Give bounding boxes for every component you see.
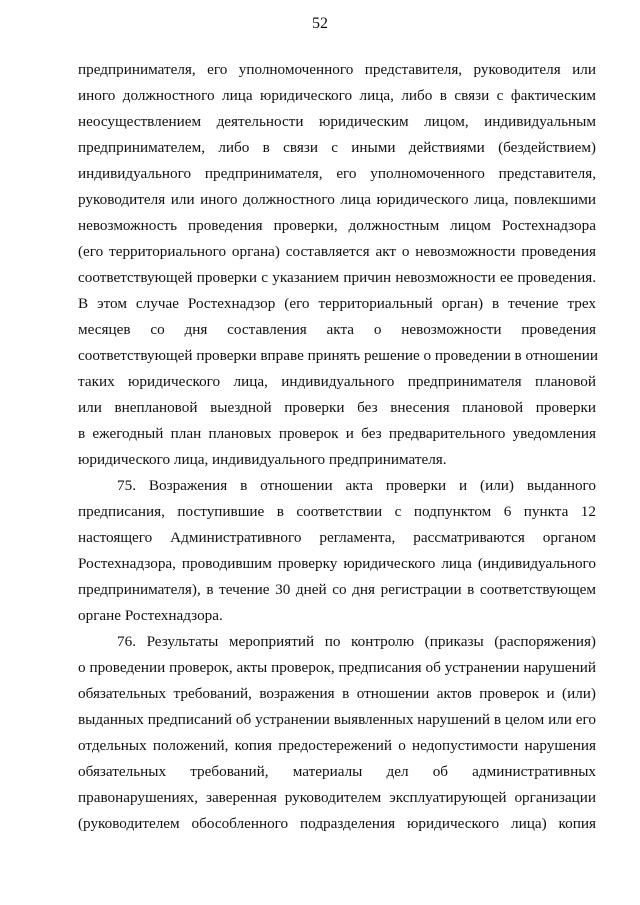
text-line: настоящего Административного регламента, рассматриваются органом xyxy=(78,529,596,546)
text-line: предпринимателем, либо в связи с иными действиями (бездействием) xyxy=(78,139,596,156)
text-line: невозможность проведения проверки, должностным лицом Ростехнадзора xyxy=(78,217,596,234)
text-line: (руководителем обособленного подразделения юридического лица) копия xyxy=(78,815,596,832)
text-line: соответствующей проверки вправе принять решение о проведении в отношении xyxy=(78,347,599,364)
text-line: в ежегодный план плановых проверок и без предварительного уведомления xyxy=(78,425,596,442)
text-line: (его территориального органа) составляется акт о невозможности проведения xyxy=(78,243,596,260)
text-line: обязательных требований, возражения в отношении актов проверок и (или) xyxy=(78,685,596,702)
text-line: выданных предписаний об устранении выявленных нарушений в целом или его xyxy=(78,711,596,728)
text-line: правонарушениях, заверенная руководителем эксплуатирующей организации xyxy=(78,789,596,806)
text-line: обязательных требований, материалы дел об административных xyxy=(78,763,596,780)
text-line: предписания, поступившие в соответствии с подпунктом 6 пункта 12 xyxy=(78,503,596,520)
text-line: таких юридического лица, индивидуального предпринимателя плановой xyxy=(78,373,596,390)
paragraph-75-first-line: 75. Возражения в отношении акта проверки и (или) выданного xyxy=(117,477,596,494)
text-line: юридического лица, индивидуального предпринимателя. xyxy=(78,451,447,468)
text-line: месяцев со дня составления акта о невозможности проведения xyxy=(78,321,596,338)
text-line: предпринимателя, его уполномоченного представителя, руководителя или xyxy=(78,61,596,78)
text-line: органе Ростехнадзора. xyxy=(78,607,223,624)
text-line: предпринимателя), в течение 30 дней со дня регистрации в соответствующем xyxy=(78,581,596,598)
text-line: Ростехнадзора, проводившим проверку юридического лица (индивидуального xyxy=(78,555,596,572)
text-line: В этом случае Ростехнадзор (его территориальный орган) в течение трех xyxy=(78,295,596,312)
page-number: 52 xyxy=(312,15,328,32)
text-line: или внеплановой выездной проверки без внесения плановой проверки xyxy=(78,399,596,416)
text-line: неосуществлением деятельности юридическим лицом, индивидуальным xyxy=(78,113,596,130)
paragraph-76-first-line: 76. Результаты мероприятий по контролю (приказы (распоряжения) xyxy=(117,633,596,650)
text-line: о проведении проверок, акты проверок, предписания об устранении нарушений xyxy=(78,659,596,676)
text-line: соответствующей проверки с указанием причин невозможности ее проведения. xyxy=(78,269,596,286)
text-line: иного должностного лица юридического лица, либо в связи с фактическим xyxy=(78,87,596,104)
text-line: руководителя или иного должностного лица юридического лица, повлекшими xyxy=(78,191,596,208)
text-line: отдельных положений, копия предостережений о недопустимости нарушения xyxy=(78,737,596,754)
text-line: индивидуального предпринимателя, его уполномоченного представителя, xyxy=(78,165,596,182)
